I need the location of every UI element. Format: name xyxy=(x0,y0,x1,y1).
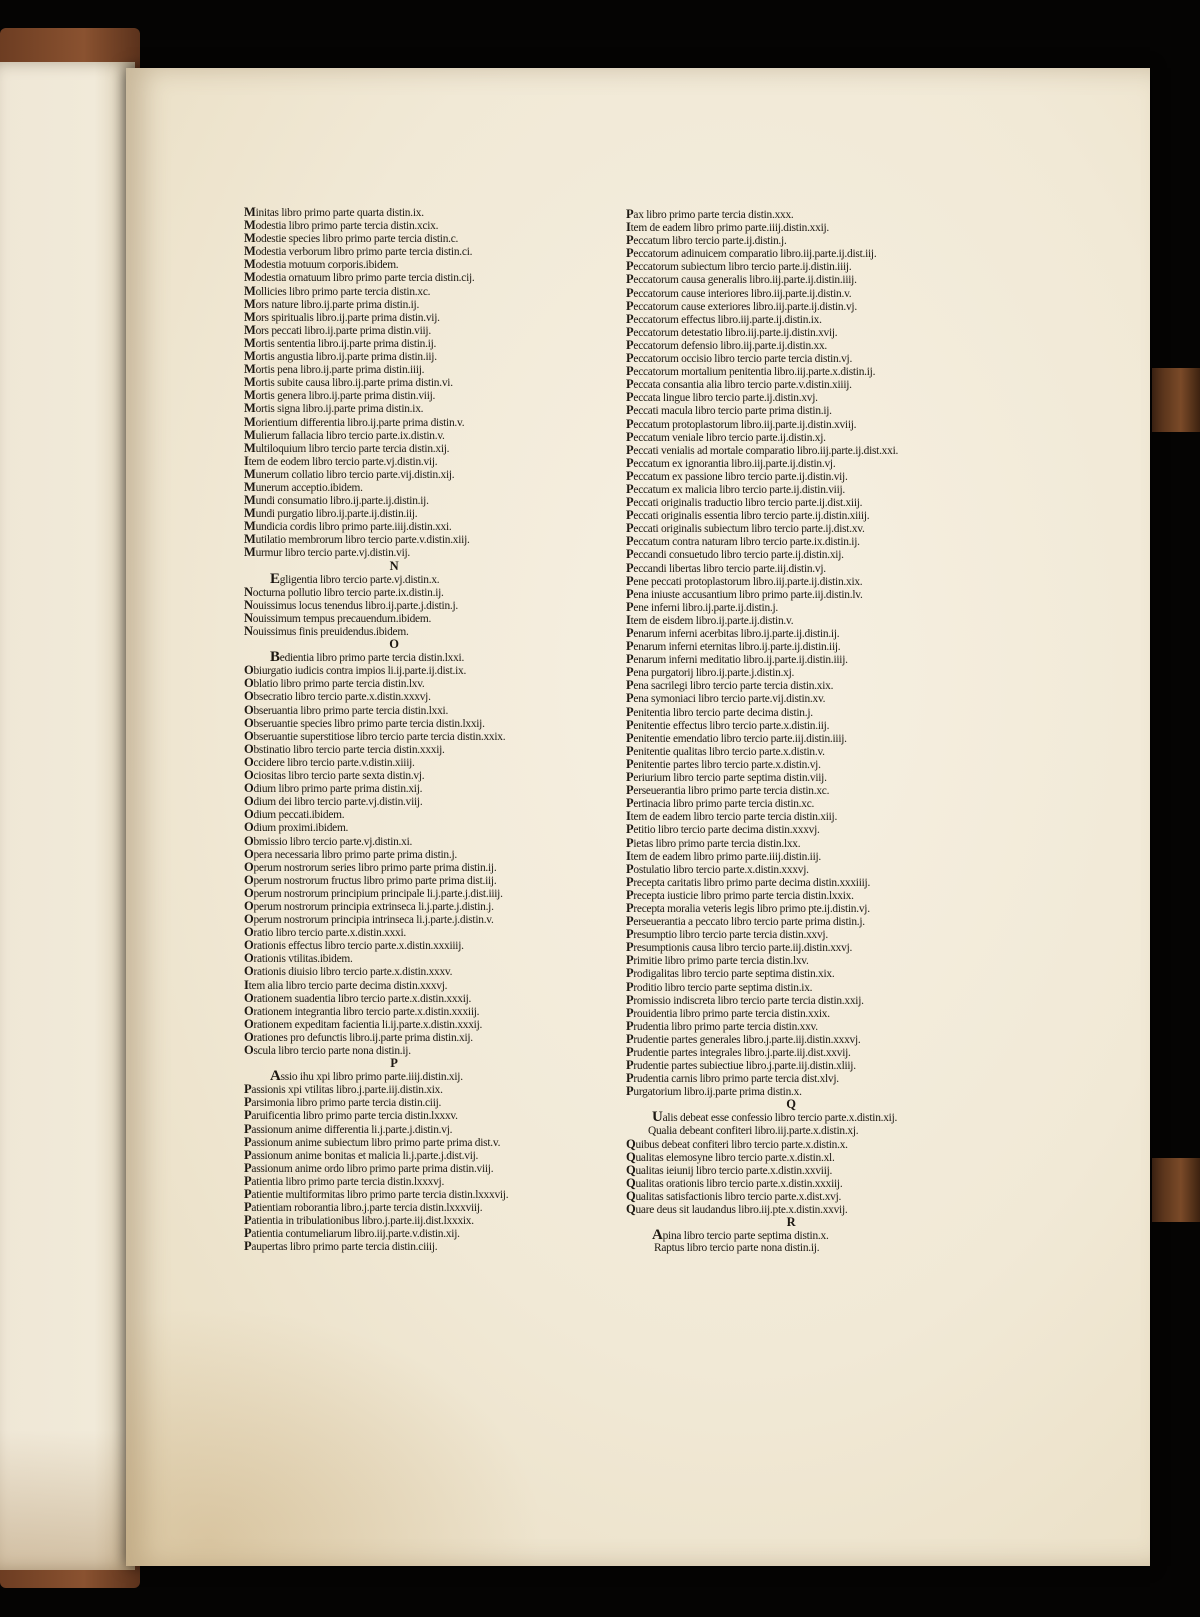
index-entry: Mulierum fallacia libro tercio parte.ix.distin.v. xyxy=(244,427,445,442)
index-entry: Prudentie partes generales libro.j.parte.iij.distin.xxxvj. xyxy=(626,1031,861,1046)
index-entry: Mortis signa libro.ij.parte prima distin.ix. xyxy=(244,401,424,416)
index-entry: Nouissimus finis preuidendus.ibidem. xyxy=(244,624,409,638)
index-entry: Passionum anime subiectum libro primo parte prima dist.v. xyxy=(244,1134,501,1149)
index-entry: Peccatorum cause exteriores libro.iij.parte.ij.distin.vj. xyxy=(626,298,857,313)
index-entry: Promissio indiscreta libro tercio parte tercia distin.xxij. xyxy=(626,992,864,1007)
index-entry: Apina libro tercio parte septima distin.x. xyxy=(652,1227,829,1244)
facing-page-edge xyxy=(0,62,135,1570)
index-entry: Mortis sententia libro.ij.parte prima distin.ij. xyxy=(244,335,437,350)
index-entry: Pax libro primo parte tercia distin.xxx. xyxy=(626,207,794,221)
index-entry: Periurium libro tercio parte septima distin.viij. xyxy=(626,770,827,785)
index-entry: Item alia libro tercio parte decima distin.xxxvj. xyxy=(244,977,448,992)
index-entry: Purgatorium libro.ij.parte prima distin.x. xyxy=(626,1084,802,1099)
index-entry: Penitentie partes libro tercio parte.x.distin.vj. xyxy=(626,756,821,771)
index-entry: Peccatorum subiectum libro tercio parte.ij.distin.iiij. xyxy=(626,259,852,274)
index-entry: Presumptionis causa libro tercio parte.iij.distin.xxvj. xyxy=(626,940,853,955)
index-entry: Proditio libro tercio parte septima distin.ix. xyxy=(626,979,813,994)
index-entry: Oscula libro tercio parte nona distin.ij. xyxy=(244,1043,411,1057)
index-column-right xyxy=(626,208,1046,1256)
index-entry: Peccandi libertas libro tercio parte.iij.distin.vj. xyxy=(626,560,826,575)
index-entry: Qualitas satisfactionis libro tercio parte.x.dist.xvj. xyxy=(626,1189,842,1204)
index-entry: Mundi purgatio libro.ij.parte.ij.distin.iij. xyxy=(244,506,418,521)
index-entry: Prouidentia libro primo parte tercia distin.xxix. xyxy=(626,1005,830,1020)
index-entry: Peccatum veniale libro tercio parte.ij.distin.xj. xyxy=(626,429,826,444)
index-entry: Egligentia libro tercio parte.vj.distin.x. xyxy=(270,570,440,587)
index-entry: Perseuerantia a peccato libro tercio parte prima distin.j. xyxy=(626,914,865,929)
index-entry: Peccati venialis ad mortale comparatio libro.iij.parte.ij.dist.xxi. xyxy=(626,442,899,457)
index-entry: Pertinacia libro primo parte tercia distin.xc. xyxy=(626,796,815,811)
index-entry: Nocturna pollutio libro tercio parte.ix.distin.ij. xyxy=(244,584,444,599)
index-entry: Mors peccati libro.ij.parte prima distin.viij. xyxy=(244,322,431,337)
index-entry: Obstinatio libro tercio parte tercia distin.xxxij. xyxy=(244,741,445,756)
index-entry: Quibus debeat confiteri libro tercio parte.x.distin.x. xyxy=(626,1136,848,1151)
index-entry: Peccatorum effectus libro.iij.parte.ij.distin.ix. xyxy=(626,311,822,326)
index-entry: Operum nostrorum series libro primo parte prima distin.ij. xyxy=(244,859,497,874)
index-entry: Precepta moralia veteris legis libro primo pte.ij.distin.vj. xyxy=(626,900,870,915)
index-entry: Peccatum ex malicia libro tercio parte.ij.distin.viij. xyxy=(626,481,846,496)
index-entry: Orationis diuisio libro tercio parte.x.distin.xxxv. xyxy=(244,964,453,979)
index-entry: Nouissimus locus tenendus libro.ij.parte.j.distin.j. xyxy=(244,597,459,612)
index-entry: Mundi consumatio libro.ij.parte.ij.distin.ij. xyxy=(244,493,429,508)
index-entry: Pene inferni libro.ij.parte.ij.distin.j. xyxy=(626,599,779,614)
index-entry: Minitas libro primo parte quarta distin.ix. xyxy=(244,205,424,219)
index-entry: Mortis angustia libro.ij.parte prima distin.iij. xyxy=(244,349,437,364)
index-entry: Peccatorum cause interiores libro.iij.parte.ij.distin.v. xyxy=(626,285,852,300)
index-entry: Item de eodem libro tercio parte.vj.distin.vij. xyxy=(244,453,438,468)
index-entry: Prudentie partes integrales libro.j.parte.iij.dist.xxvij. xyxy=(626,1045,851,1059)
index-entry: Peccata consantia alia libro tercio parte.v.distin.xiiij. xyxy=(626,377,852,392)
section-letter: R xyxy=(786,1215,796,1230)
index-entry: Peccatorum defensio libro.iij.parte.ij.distin.xx. xyxy=(626,337,828,352)
index-entry: Penarum inferni eternitas libro.ij.parte.ij.distin.iij. xyxy=(626,639,841,654)
index-entry: Munerum acceptio.ibidem. xyxy=(244,479,363,494)
index-entry: Orationis effectus libro tercio parte.x.distin.xxxiiij. xyxy=(244,938,464,953)
index-entry: Penitentie qualitas libro tercio parte.x.distin.v. xyxy=(626,743,825,758)
index-entry: Mortis subite causa libro.ij.parte prima distin.vi. xyxy=(244,375,453,390)
index-entry: Patientia in tribulationibus libro.j.parte.iij.dist.lxxxix. xyxy=(244,1213,474,1228)
section-letter: Q xyxy=(786,1097,796,1112)
index-entry: Penitentie effectus libro tercio parte.x.distin.iij. xyxy=(626,717,830,732)
index-entry: Mollicies libro primo parte tercia distin.xc. xyxy=(244,283,431,298)
index-entry: Munerum collatio libro tercio parte.vij.distin.xij. xyxy=(244,466,455,481)
index-entry: Parsimonia libro primo parte tercia distin.ciij. xyxy=(244,1095,442,1110)
index-entry: Peccatorum detestatio libro.iij.parte.ij.distin.xvij. xyxy=(626,324,838,339)
index-entry: Peccatorum causa generalis libro.iij.parte.ij.distin.iiij. xyxy=(626,272,857,287)
index-entry: Prudentia libro primo parte tercia distin.xxv. xyxy=(626,1018,818,1033)
index-entry: Orationem expeditam facientia li.ij.parte.x.distin.xxxij. xyxy=(244,1016,483,1031)
index-entry: Murmur libro tercio parte.vj.distin.vij. xyxy=(244,545,410,560)
index-entry: Prudentia carnis libro primo parte tercia dist.xlvj. xyxy=(626,1071,839,1086)
index-entry: Patientia libro primo parte tercia distin.lxxxvj. xyxy=(244,1173,445,1188)
index-entry: Obseruantie species libro primo parte tercia distin.lxxij. xyxy=(244,715,485,730)
index-entry: Oblatio libro primo parte tercia distin.lxv. xyxy=(244,676,425,691)
index-page xyxy=(126,68,1150,1566)
index-entry: Assio ihu xpi libro primo parte.iiij.distin.xij. xyxy=(270,1068,463,1085)
index-entry: Peccatum protoplastorum libro.iij.parte.ij.distin.xviij. xyxy=(626,416,857,431)
index-entry: Odium peccati.ibidem. xyxy=(244,807,345,822)
binding-strap-lower xyxy=(1152,1158,1200,1222)
index-entry: Modestia libro primo parte tercia distin.xcix. xyxy=(244,218,439,233)
index-entry: Quare deus sit laudandus libro.iij.pte.x.distin.xxvij. xyxy=(626,1202,848,1217)
index-entry: Mutilatio membrorum libro tercio parte.v.distin.xiij. xyxy=(244,532,470,547)
index-entry: Multiloquium libro tercio parte tercia distin.xij. xyxy=(244,440,450,455)
index-entry: Peccati originalis essentia libro tercio parte.ij.distin.xiiij. xyxy=(626,508,870,523)
index-entry: Peccatum ex passione libro tercio parte.ij.distin.vij. xyxy=(626,468,848,483)
index-column-left xyxy=(244,206,644,1254)
index-entry: Nouissimum tempus precauendum.ibidem. xyxy=(244,610,432,625)
index-entry: Odium dei libro tercio parte.vj.distin.viij. xyxy=(244,794,423,809)
index-entry: Operum nostrorum principia intrinseca li.j.parte.j.distin.v. xyxy=(244,912,494,927)
index-entry: Qualitas orationis libro tercio parte.x.distin.xxxiij. xyxy=(626,1175,843,1190)
index-entry: Prudentie partes subiectiue libro.j.parte.iij.distin.xliij. xyxy=(626,1058,856,1073)
section-letter: O xyxy=(389,637,399,652)
index-entry: Mors spiritualis libro.ij.parte prima distin.vij. xyxy=(244,309,440,324)
index-entry: Orationes pro defunctis libro.ij.parte prima distin.xij. xyxy=(244,1029,473,1044)
index-entry: Precepta caritatis libro primo parte decima distin.xxxiiij. xyxy=(626,874,871,889)
index-entry: Paruificentia libro primo parte tercia distin.lxxxv. xyxy=(244,1108,458,1123)
section-letter: P xyxy=(390,1056,398,1071)
index-entry: Orationem suadentia libro tercio parte.x.distin.xxxij. xyxy=(244,990,472,1005)
index-entry: Pietas libro primo parte tercia distin.lxx. xyxy=(626,835,801,850)
index-entry: Opera necessaria libro primo parte prima distin.j. xyxy=(244,846,457,861)
index-entry: Patientia contumeliarum libro.iij.parte.v.distin.xij. xyxy=(244,1226,460,1241)
index-entry: Qualitas elemosyne libro tercio parte.x.distin.xl. xyxy=(626,1149,835,1164)
index-entry: Raptus libro tercio parte nona distin.ij. xyxy=(654,1242,820,1255)
section-letter: N xyxy=(389,558,399,573)
index-entry: Peccandi consuetudo libro tercio parte.ij.distin.xij. xyxy=(626,547,844,562)
index-entry: Item de eadem libro primo parte.iiij.distin.xxij. xyxy=(626,220,829,235)
index-entry: Peccati originalis subiectum libro tercio parte.ij.dist.xv. xyxy=(626,521,865,536)
index-entry: Item de eadem libro primo parte.iiij.distin.iij. xyxy=(626,848,822,863)
index-entry: Occidere libro tercio parte.v.distin.xiiij. xyxy=(244,754,415,769)
index-entry: Mundicia cordis libro primo parte.iiij.distin.xxi. xyxy=(244,519,452,534)
page-stain xyxy=(126,1306,546,1566)
index-entry: Paupertas libro primo parte tercia distin.ciiij. xyxy=(244,1239,438,1254)
index-entry: Operum nostrorum principia extrinseca li.j.parte.j.distin.j. xyxy=(244,898,494,913)
index-entry: Qualia debeant confiteri libro.iij.parte.x.distin.xj. xyxy=(648,1124,859,1137)
index-entry: Penitentie emendatio libro tercio parte.iij.distin.iiij. xyxy=(626,730,847,745)
index-entry: Odium proximi.ibidem. xyxy=(244,820,349,835)
index-entry: Precepta iusticie libro primo parte tercia distin.lxxix. xyxy=(626,887,854,902)
index-entry: Presumptio libro tercio parte tercia distin.xxvj. xyxy=(626,927,828,942)
index-entry: Oratio libro tercio parte.x.distin.xxxi. xyxy=(244,925,407,940)
index-entry: Mortis genera libro.ij.parte prima distin.viij. xyxy=(244,388,436,403)
index-entry: Peccatorum mortalium penitentia libro.iij.parte.x.distin.ij. xyxy=(626,364,876,379)
index-entry: Ualis debeat esse confessio libro tercio parte.x.distin.xij. xyxy=(652,1109,898,1126)
index-entry: Peccatorum occisio libro tercio parte tercia distin.vj. xyxy=(626,351,853,366)
binding-strap-upper xyxy=(1152,368,1200,432)
index-entry: Odium libro primo parte prima distin.xij. xyxy=(244,781,423,796)
index-entry: Modestia ornatuum libro primo parte tercia distin.cij. xyxy=(244,270,475,285)
index-entry: Ociositas libro tercio parte sexta distin.vj. xyxy=(244,768,425,783)
index-entry: Penarum inferni meditatio libro.ij.parte.ij.distin.iiij. xyxy=(626,652,848,667)
index-entry: Obseruantie superstitiose libro tercio parte tercia distin.xxix. xyxy=(244,728,506,743)
index-entry: Peccatorum adinuicem comparatio libro.iij.parte.ij.dist.iij. xyxy=(626,246,877,261)
index-entry: Mors nature libro.ij.parte prima distin.ij. xyxy=(244,296,420,311)
index-entry: Penarum inferni acerbitas libro.ij.parte.ij.distin.ij. xyxy=(626,626,840,640)
index-entry: Prodigalitas libro tercio parte septima distin.xix. xyxy=(626,966,835,981)
index-entry: Pena iniuste accusantium libro primo parte.iij.distin.lv. xyxy=(626,586,863,601)
index-entry: Operum nostrorum fructus libro primo parte prima dist.iij. xyxy=(244,872,497,887)
index-entry: Modestie species libro primo parte tercia distin.c. xyxy=(244,231,459,246)
index-entry: Obiurgatio iudicis contra impios li.ij.parte.ij.dist.ix. xyxy=(244,663,467,678)
index-entry: Operum nostrorum principium principale li.j.parte.j.dist.iiij. xyxy=(244,885,503,900)
index-entry: Passionis xpi vtilitas libro.j.parte.iij.distin.xix. xyxy=(244,1082,443,1097)
index-entry: Peccata lingue libro tercio parte.ij.distin.xvj. xyxy=(626,390,818,405)
index-entry: Patientiam roborantia libro.j.parte tercia distin.lxxxviij. xyxy=(244,1200,483,1215)
index-entry: Pene peccati protoplastorum libro.iij.parte.ij.distin.xix. xyxy=(626,573,863,588)
index-entry: Morientium differentia libro.ij.parte prima distin.v. xyxy=(244,414,465,429)
index-entry: Modestia motuum corporis.ibidem. xyxy=(244,257,399,272)
index-entry: Orationem integrantia libro tercio parte.x.distin.xxxiij. xyxy=(244,1003,480,1018)
index-entry: Orationis vtilitas.ibidem. xyxy=(244,951,353,966)
index-entry: Obseruantia libro primo parte tercia distin.lxxi. xyxy=(244,702,449,717)
index-entry: Item de eisdem libro.ij.parte.ij.distin.v. xyxy=(626,612,794,627)
index-entry: Peccatum contra naturam libro tercio parte.ix.distin.ij. xyxy=(626,534,860,549)
index-entry: Perseuerantia libro primo parte tercia distin.xc. xyxy=(626,783,830,798)
index-entry: Modestia verborum libro primo parte tercia distin.ci. xyxy=(244,244,473,259)
index-entry: Peccati originalis traductio libro tercio parte.ij.dist.xiij. xyxy=(626,495,863,510)
index-entry: Petitio libro tercio parte decima distin.xxxvj. xyxy=(626,822,820,837)
index-entry: Qualitas ieiunij libro tercio parte.x.distin.xxviij. xyxy=(626,1162,833,1177)
index-entry: Primitie libro primo parte tercia distin.lxv. xyxy=(626,953,809,968)
index-entry: Mortis pena libro.ij.parte prima distin.iiij. xyxy=(244,362,425,377)
index-entry: Peccatum libro tercio parte.ij.distin.j. xyxy=(626,233,787,248)
index-entry: Penitentia libro tercio parte decima distin.j. xyxy=(626,704,813,719)
index-entry: Patientie multiformitas libro primo parte tercia distin.lxxxvij. xyxy=(244,1187,509,1202)
index-entry: Passionum anime bonitas et malicia li.j.parte.j.dist.vij. xyxy=(244,1147,479,1162)
index-entry: Pena purgatorij libro.ij.parte.j.distin.xj. xyxy=(626,665,795,680)
index-entry: Passionum anime differentia li.j.parte.j.distin.vj. xyxy=(244,1121,453,1136)
index-entry: Obsecratio libro tercio parte.x.distin.xxxvj. xyxy=(244,689,431,704)
index-entry: Bedientia libro primo parte tercia distin.lxxi. xyxy=(270,649,465,666)
index-entry: Passionum anime ordo libro primo parte prima distin.viij. xyxy=(244,1160,494,1175)
index-entry: Postulatio libro tercio parte.x.distin.xxxvj. xyxy=(626,861,809,876)
index-entry: Obmissio libro tercio parte.vj.distin.xi. xyxy=(244,833,413,848)
index-entry: Peccatum ex ignorantia libro.iij.parte.ij.distin.vj. xyxy=(626,455,836,470)
index-entry: Pena symoniaci libro tercio parte.vij.distin.xv. xyxy=(626,691,826,706)
index-entry: Pena sacrilegi libro tercio parte tercia distin.xix. xyxy=(626,678,834,693)
index-entry: Peccati macula libro tercio parte prima distin.ij. xyxy=(626,403,832,418)
index-entry: Item de eadem libro tercio parte tercia distin.xiij. xyxy=(626,809,838,824)
